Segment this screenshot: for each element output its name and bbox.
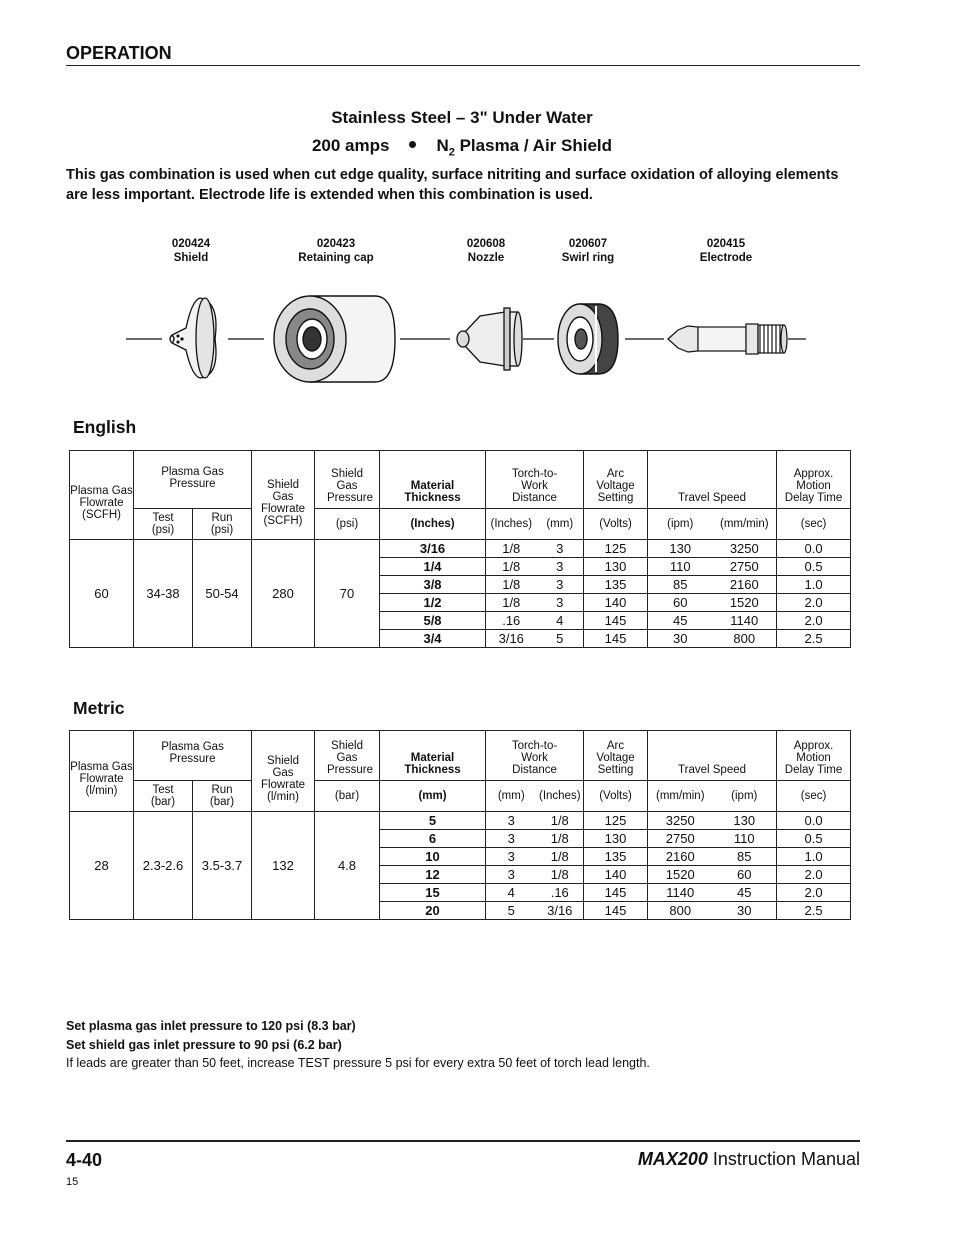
distance-cell-2: 1/8 (537, 812, 584, 830)
header-plasma-pressure: Plasma Gas Pressure (134, 451, 252, 509)
distance-cell-2: 3/16 (537, 902, 584, 920)
material-cell: 3/4 (380, 630, 486, 648)
distance-cell-1: 1/8 (486, 594, 537, 612)
distance-cell-1: 4 (486, 884, 537, 902)
material-cell: 1/2 (380, 594, 486, 612)
header-test: Test (psi) (134, 509, 193, 540)
header-delay: Approx. Motion Delay Time (777, 451, 851, 509)
distance-cell-2: 5 (537, 630, 584, 648)
consumables-illustration (120, 290, 810, 390)
speed-cell-2: 130 (713, 812, 777, 830)
part-name: Electrode (699, 252, 753, 264)
distance-cell-2: 3 (537, 576, 584, 594)
section-heading: OPERATION (66, 43, 172, 63)
test-pressure-value: 34-38 (134, 540, 193, 648)
part-label-electrode (666, 237, 786, 265)
distance-cell-2: 3 (537, 558, 584, 576)
header-torch-unit-1: (Inches) (486, 509, 537, 540)
part-number: 020607 (568, 238, 608, 250)
delay-cell: 2.0 (777, 866, 851, 884)
delay-cell: 1.0 (777, 576, 851, 594)
arc-cell: 145 (584, 630, 648, 648)
speed-cell-2: 1520 (713, 594, 777, 612)
speed-cell-2: 60 (713, 866, 777, 884)
shield-pressure-value: 70 (315, 540, 380, 648)
distance-cell-1: 3 (486, 812, 537, 830)
header-arc-unit: (Volts) (584, 781, 648, 812)
arc-cell: 145 (584, 884, 648, 902)
speed-cell-1: 1140 (648, 884, 713, 902)
arc-cell: 140 (584, 594, 648, 612)
header-material-unit: (Inches) (380, 509, 486, 540)
header-arc-voltage: Arc Voltage Setting (584, 451, 648, 509)
delay-cell: 0.5 (777, 830, 851, 848)
speed-cell-1: 60 (648, 594, 713, 612)
header-material-unit: (mm) (380, 781, 486, 812)
header-torch-unit-2: (Inches) (537, 781, 584, 812)
arc-cell: 135 (584, 848, 648, 866)
distance-cell-2: 1/8 (537, 830, 584, 848)
header-plasma-flow: Plasma Gas Flowrate (SCFH) (70, 451, 134, 540)
shield-inlet-note: Set shield gas inlet pressure to 90 psi (6.2 bar) (66, 1037, 342, 1052)
shield-flow-value: 280 (252, 540, 315, 648)
distance-cell-2: 1/8 (537, 866, 584, 884)
run-pressure-value: 50-54 (193, 540, 252, 648)
distance-cell-2: 4 (537, 612, 584, 630)
part-number: 020424 (171, 238, 211, 250)
material-cell: 1/4 (380, 558, 486, 576)
amps-label: 200 amps (311, 136, 390, 155)
plasma-flow-value: 28 (70, 812, 134, 920)
speed-cell-2: 30 (713, 902, 777, 920)
speed-cell-2: 110 (713, 830, 777, 848)
header-speed-unit-2: (mm/min) (713, 509, 777, 540)
speed-cell-1: 85 (648, 576, 713, 594)
part-name: Swirl ring (561, 252, 615, 264)
header-torch-distance: Torch-to-Work Distance (486, 451, 584, 509)
arc-cell: 145 (584, 612, 648, 630)
footer-rule (66, 1140, 860, 1142)
arc-cell: 135 (584, 576, 648, 594)
header-delay-unit: (sec) (777, 509, 851, 540)
header-travel-speed: Travel Speed (648, 451, 777, 509)
delay-cell: 2.5 (777, 902, 851, 920)
swirl-ring-part-icon (558, 304, 618, 374)
speed-cell-2: 45 (713, 884, 777, 902)
delay-cell: 0.5 (777, 558, 851, 576)
distance-cell-1: 1/8 (486, 558, 537, 576)
metric-heading: Metric (73, 698, 125, 718)
metric-cut-chart-table (69, 730, 851, 920)
header-plasma-flow: Plasma Gas Flowrate (l/min) (70, 731, 134, 812)
speed-cell-2: 1140 (713, 612, 777, 630)
gas-subscript: 2 (448, 146, 455, 159)
lead-length-note: If leads are greater than 50 feet, increase TEST pressure 5 psi for every extra 50 feet of torch lead length. (66, 1056, 650, 1070)
manual-label: Instruction Manual (712, 1149, 860, 1169)
part-number: 020423 (316, 238, 356, 250)
speed-cell-2: 2750 (713, 558, 777, 576)
gas-prefix: N (436, 136, 449, 155)
page-subtitle (0, 136, 924, 158)
header-arc-voltage: Arc Voltage Setting (584, 731, 648, 781)
header-torch-unit-1: (mm) (486, 781, 537, 812)
header-shield-pressure: Shield Gas Pressure (315, 451, 380, 509)
distance-cell-1: 3 (486, 866, 537, 884)
speed-cell-2: 800 (713, 630, 777, 648)
table-row (70, 812, 851, 830)
part-name: Shield (173, 252, 209, 264)
speed-cell-1: 800 (648, 902, 713, 920)
header-shield-pressure-unit: (bar) (315, 781, 380, 812)
material-cell: 10 (380, 848, 486, 866)
part-label-swirl-ring (528, 237, 648, 265)
speed-cell-1: 1520 (648, 866, 713, 884)
header-torch-distance: Torch-to-Work Distance (486, 731, 584, 781)
speed-cell-1: 130 (648, 540, 713, 558)
delay-cell: 2.0 (777, 594, 851, 612)
speed-cell-1: 30 (648, 630, 713, 648)
plasma-inlet-note: Set plasma gas inlet pressure to 120 psi (8.3 bar) (66, 1019, 356, 1033)
retaining-cap-part-icon (274, 296, 395, 382)
distance-cell-1: 3/16 (486, 630, 537, 648)
speed-cell-1: 45 (648, 612, 713, 630)
speed-cell-1: 2750 (648, 830, 713, 848)
brand-name: MAX200 (637, 1149, 708, 1169)
arc-cell: 125 (584, 540, 648, 558)
distance-cell-1: 3 (486, 830, 537, 848)
material-cell: 12 (380, 866, 486, 884)
distance-cell-2: 1/8 (537, 848, 584, 866)
material-cell: 15 (380, 884, 486, 902)
material-cell: 20 (380, 902, 486, 920)
plasma-flow-value: 60 (70, 540, 134, 648)
delay-cell: 2.5 (777, 630, 851, 648)
arc-cell: 130 (584, 558, 648, 576)
pressure-notes (66, 1017, 650, 1073)
page-number: 4-40 (66, 1150, 103, 1170)
bullet-icon (409, 141, 416, 148)
header-delay: Approx. Motion Delay Time (777, 731, 851, 781)
gas-label: Plasma / Air Shield (454, 136, 613, 155)
delay-cell: 1.0 (777, 848, 851, 866)
test-pressure-value: 2.3-2.6 (134, 812, 193, 920)
header-rule (66, 65, 860, 66)
distance-cell-1: 1/8 (486, 540, 537, 558)
run-pressure-value: 3.5-3.7 (193, 812, 252, 920)
intro-paragraph: This gas combination is used when cut edge quality, surface nitriting and surface oxidation of alloying elements are less important. Electrode life is extended when this combination is used. (66, 167, 839, 203)
header-arc-unit: (Volts) (584, 509, 648, 540)
header-shield-pressure: Shield Gas Pressure (315, 731, 380, 781)
table-row (70, 540, 851, 558)
header-run: Run (bar) (193, 781, 252, 812)
part-label-retaining-cap (276, 237, 396, 265)
delay-cell: 0.0 (777, 812, 851, 830)
distance-cell-2: 3 (537, 594, 584, 612)
shield-flow-value: 132 (252, 812, 315, 920)
material-cell: 6 (380, 830, 486, 848)
header-test: Test (bar) (134, 781, 193, 812)
arc-cell: 145 (584, 902, 648, 920)
distance-cell-1: 3 (486, 848, 537, 866)
header-torch-unit-2: (mm) (537, 509, 584, 540)
speed-cell-1: 3250 (648, 812, 713, 830)
speed-cell-2: 3250 (713, 540, 777, 558)
speed-cell-2: 2160 (713, 576, 777, 594)
manual-title (638, 1149, 860, 1170)
header-speed-unit-1: (ipm) (648, 509, 713, 540)
speed-cell-2: 85 (713, 848, 777, 866)
distance-cell-2: 3 (537, 540, 584, 558)
delay-cell: 0.0 (777, 540, 851, 558)
english-cut-chart-table (69, 450, 851, 648)
part-number: 020415 (706, 238, 746, 250)
delay-cell: 2.0 (777, 612, 851, 630)
distance-cell-1: 5 (486, 902, 537, 920)
header-material: Material Thickness (380, 731, 486, 781)
header-delay-unit: (sec) (777, 781, 851, 812)
distance-cell-1: 1/8 (486, 576, 537, 594)
material-cell: 3/8 (380, 576, 486, 594)
part-name: Retaining cap (298, 252, 374, 264)
shield-pressure-value: 4.8 (315, 812, 380, 920)
page-title: Stainless Steel – 3" Under Water (331, 108, 593, 127)
electrode-part-icon (668, 324, 787, 354)
header-shield-flow: Shield Gas Flowrate (l/min) (252, 731, 315, 812)
header-shield-flow: Shield Gas Flowrate (SCFH) (252, 451, 315, 540)
footer-small-number: 15 (66, 1176, 79, 1188)
distance-cell-2: .16 (537, 884, 584, 902)
arc-cell: 140 (584, 866, 648, 884)
part-number: 020608 (466, 238, 506, 250)
header-run: Run (psi) (193, 509, 252, 540)
header-plasma-pressure: Plasma Gas Pressure (134, 731, 252, 781)
distance-cell-1: .16 (486, 612, 537, 630)
arc-cell: 125 (584, 812, 648, 830)
english-heading: English (73, 417, 137, 437)
header-material: Material Thickness (380, 451, 486, 509)
speed-cell-1: 110 (648, 558, 713, 576)
delay-cell: 2.0 (777, 884, 851, 902)
material-cell: 5 (380, 812, 486, 830)
header-speed-unit-1: (mm/min) (648, 781, 713, 812)
material-cell: 3/16 (380, 540, 486, 558)
nozzle-part-icon (457, 308, 522, 370)
part-label-shield (131, 237, 251, 265)
header-speed-unit-2: (ipm) (713, 781, 777, 812)
header-shield-pressure-unit: (psi) (315, 509, 380, 540)
speed-cell-1: 2160 (648, 848, 713, 866)
material-cell: 5/8 (380, 612, 486, 630)
header-travel-speed: Travel Speed (648, 731, 777, 781)
arc-cell: 130 (584, 830, 648, 848)
part-name: Nozzle (467, 252, 505, 264)
shield-part-icon (170, 298, 216, 378)
